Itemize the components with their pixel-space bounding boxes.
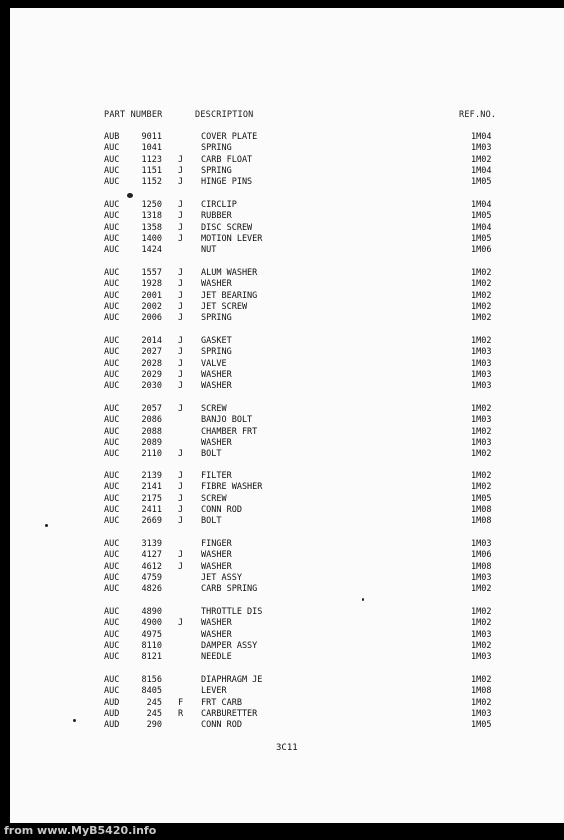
part-prefix: AUC: [104, 629, 120, 640]
part-description: WASHER: [201, 279, 232, 290]
part-prefix: AUC: [104, 336, 120, 346]
ref-number: 1M03: [471, 143, 492, 154]
table-row: [0, 505, 564, 516]
part-prefix: AUC: [104, 211, 120, 222]
part-prefix: AUC: [104, 516, 120, 527]
part-code: J: [178, 516, 184, 527]
part-number: 1928: [141, 279, 162, 290]
table-row: [0, 313, 564, 324]
part-description: FINGER: [201, 539, 232, 549]
table-row: [0, 675, 564, 686]
ref-number: 1M02: [471, 584, 492, 595]
part-number: 2028: [141, 358, 162, 369]
part-number: 2014: [141, 336, 162, 346]
part-number: 1152: [141, 177, 162, 188]
part-description: COVER PLATE: [201, 132, 258, 142]
ref-number: 1M03: [471, 369, 492, 380]
table-row: [0, 686, 564, 697]
table-row: [0, 698, 564, 709]
part-code: J: [178, 268, 184, 278]
part-description: DIAPHRAGM JE: [201, 675, 263, 685]
part-prefix: AUC: [104, 301, 120, 312]
ref-number: 1M03: [471, 347, 492, 358]
part-number: 2110: [141, 449, 162, 460]
part-prefix: AUC: [104, 404, 120, 414]
ink-speck: [73, 719, 76, 722]
ref-number: 1M02: [471, 290, 492, 301]
part-prefix: AUC: [104, 449, 120, 460]
header-ref-no: REF.NO.: [459, 110, 497, 120]
part-number: 2089: [141, 437, 162, 448]
part-prefix: AUC: [104, 675, 120, 685]
ref-number: 1M04: [471, 165, 492, 176]
part-description: CHAMBER FRT: [201, 426, 258, 437]
header-part-number: PART NUMBER: [104, 110, 163, 120]
part-number: 2057: [141, 404, 162, 414]
part-prefix: AUC: [104, 268, 120, 278]
part-prefix: AUC: [104, 177, 120, 188]
part-prefix: AUC: [104, 437, 120, 448]
part-prefix: AUD: [104, 708, 120, 719]
part-description: WASHER: [201, 369, 232, 380]
ref-number: 1M02: [471, 449, 492, 460]
table-row: [0, 336, 564, 347]
table-row: [0, 143, 564, 154]
part-number: 2411: [141, 504, 162, 515]
ref-number: 1M03: [471, 358, 492, 369]
table-row: [0, 709, 564, 720]
part-description: FILTER: [201, 471, 232, 481]
ref-number: 1M05: [471, 720, 492, 731]
part-description: FRT CARB: [201, 697, 242, 708]
part-description: WASHER: [201, 550, 232, 561]
ink-speck: [127, 193, 133, 198]
part-description: CARB SPRING: [201, 584, 258, 595]
ref-number: 1M02: [471, 301, 492, 312]
part-code: J: [178, 449, 184, 460]
table-row: [0, 177, 564, 188]
part-number: 290: [146, 720, 162, 731]
part-description: WASHER: [201, 437, 232, 448]
part-number: 2029: [141, 369, 162, 380]
ref-number: 1M02: [471, 618, 492, 629]
ref-number: 1M02: [471, 268, 492, 278]
ref-number: 1M02: [471, 279, 492, 290]
part-number: 2139: [141, 471, 162, 481]
part-prefix: AUC: [104, 618, 120, 629]
part-description: BOLT: [201, 516, 222, 527]
part-number: 2669: [141, 516, 162, 527]
part-description: BOLT: [201, 449, 222, 460]
part-prefix: AUC: [104, 561, 120, 572]
part-number: 1250: [141, 200, 162, 210]
part-description: VALVE: [201, 358, 227, 369]
part-code: J: [178, 358, 184, 369]
part-number: 4900: [141, 618, 162, 629]
table-row: [0, 245, 564, 256]
part-prefix: AUB: [104, 132, 120, 142]
part-description: CIRCLIP: [201, 200, 237, 210]
table-row: [0, 155, 564, 166]
ref-number: 1M04: [471, 132, 492, 142]
part-number: 1358: [141, 222, 162, 233]
part-number: 4759: [141, 572, 162, 583]
table-row: [0, 200, 564, 211]
part-prefix: AUC: [104, 200, 120, 210]
part-code: J: [178, 471, 184, 481]
part-number: 8121: [141, 652, 162, 663]
ref-number: 1M02: [471, 404, 492, 414]
ref-number: 1M03: [471, 437, 492, 448]
ref-number: 1M03: [471, 629, 492, 640]
part-number: 245: [146, 708, 162, 719]
ref-number: 1M03: [471, 652, 492, 663]
part-prefix: AUC: [104, 640, 120, 651]
part-description: THROTTLE DIS: [201, 607, 263, 617]
part-code: J: [178, 618, 184, 629]
part-prefix: AUC: [104, 222, 120, 233]
part-number: 8405: [141, 686, 162, 697]
part-description: WASHER: [201, 629, 232, 640]
part-description: ALUM WASHER: [201, 268, 258, 278]
part-number: 4826: [141, 584, 162, 595]
ref-number: 1M03: [471, 708, 492, 719]
part-prefix: AUC: [104, 652, 120, 663]
ref-number: 1M02: [471, 675, 492, 685]
part-description: CONN ROD: [201, 504, 242, 515]
part-code: J: [178, 177, 184, 188]
ref-number: 1M02: [471, 313, 492, 324]
part-prefix: AUC: [104, 426, 120, 437]
table-row: [0, 427, 564, 438]
part-description: SPRING: [201, 143, 232, 154]
part-number: 4127: [141, 550, 162, 561]
part-description: BANJO BOLT: [201, 415, 253, 426]
part-prefix: AUC: [104, 493, 120, 504]
ref-number: 1M03: [471, 539, 492, 549]
part-description: NUT: [201, 245, 217, 256]
part-number: 1151: [141, 165, 162, 176]
part-number: 8156: [141, 675, 162, 685]
part-number: 2141: [141, 482, 162, 493]
part-prefix: AUC: [104, 290, 120, 301]
part-code: J: [178, 561, 184, 572]
part-code: J: [178, 301, 184, 312]
ref-number: 1M03: [471, 572, 492, 583]
part-code: J: [178, 200, 184, 210]
table-row: [0, 630, 564, 641]
part-description: WASHER: [201, 381, 232, 392]
ink-speck: [362, 598, 364, 601]
ref-number: 1M05: [471, 493, 492, 504]
table-row: [0, 471, 564, 482]
part-number: 2001: [141, 290, 162, 301]
part-prefix: AUC: [104, 415, 120, 426]
part-description: NEEDLE: [201, 652, 232, 663]
part-number: 4890: [141, 607, 162, 617]
ref-number: 1M02: [471, 697, 492, 708]
part-prefix: AUC: [104, 154, 120, 165]
table-row: [0, 234, 564, 245]
table-row: [0, 573, 564, 584]
part-number: 4975: [141, 629, 162, 640]
part-description: DISC SCREW: [201, 222, 253, 233]
part-number: 1041: [141, 143, 162, 154]
ref-number: 1M02: [471, 640, 492, 651]
part-code: J: [178, 404, 184, 414]
part-prefix: AUC: [104, 471, 120, 481]
part-description: WASHER: [201, 618, 232, 629]
part-code: J: [178, 290, 184, 301]
part-prefix: AUC: [104, 143, 120, 154]
table-row: [0, 166, 564, 177]
table-row: [0, 404, 564, 415]
ref-number: 1M08: [471, 504, 492, 515]
table-row: [0, 268, 564, 279]
ref-number: 1M02: [471, 154, 492, 165]
ref-number: 1M06: [471, 245, 492, 256]
part-prefix: AUC: [104, 504, 120, 515]
table-row: [0, 584, 564, 595]
table-row: [0, 539, 564, 550]
part-code: R: [178, 708, 184, 719]
part-number: 2002: [141, 301, 162, 312]
part-prefix: AUC: [104, 165, 120, 176]
source-watermark: from www.MyB5420.info: [4, 824, 157, 837]
part-prefix: AUC: [104, 482, 120, 493]
table-row: [0, 347, 564, 358]
part-code: J: [178, 336, 184, 346]
ref-number: 1M05: [471, 211, 492, 222]
part-description: CONN ROD: [201, 720, 242, 731]
table-row: [0, 302, 564, 313]
part-code: J: [178, 233, 184, 244]
ref-number: 1M08: [471, 516, 492, 527]
part-description: LEVER: [201, 686, 227, 697]
ref-number: 1M06: [471, 550, 492, 561]
table-row: [0, 279, 564, 290]
table-row: [0, 211, 564, 222]
part-description: HINGE PINS: [201, 177, 253, 188]
part-code: J: [178, 211, 184, 222]
ref-number: 1M03: [471, 381, 492, 392]
part-code: J: [178, 222, 184, 233]
part-description: SCREW: [201, 404, 227, 414]
table-row: [0, 370, 564, 381]
part-code: J: [178, 493, 184, 504]
table-row: [0, 291, 564, 302]
part-prefix: AUD: [104, 720, 120, 731]
part-prefix: AUC: [104, 572, 120, 583]
part-prefix: AUC: [104, 347, 120, 358]
part-number: 9011: [141, 132, 162, 142]
ref-number: 1M04: [471, 200, 492, 210]
part-number: 1123: [141, 154, 162, 165]
part-number: 2027: [141, 347, 162, 358]
part-number: 1557: [141, 268, 162, 278]
ref-number: 1M08: [471, 686, 492, 697]
part-code: J: [178, 154, 184, 165]
part-number: 1424: [141, 245, 162, 256]
part-description: SPRING: [201, 313, 232, 324]
ref-number: 1M05: [471, 177, 492, 188]
part-code: J: [178, 165, 184, 176]
part-description: SPRING: [201, 165, 232, 176]
part-code: J: [178, 482, 184, 493]
part-description: CARBURETTER: [201, 708, 258, 719]
ref-number: 1M02: [471, 336, 492, 346]
part-code: J: [178, 313, 184, 324]
table-row: [0, 359, 564, 370]
table-row: [0, 449, 564, 460]
part-code: J: [178, 381, 184, 392]
table-row: [0, 381, 564, 392]
scan-border-top: [0, 0, 564, 8]
ref-number: 1M04: [471, 222, 492, 233]
part-prefix: AUC: [104, 245, 120, 256]
table-row: [0, 494, 564, 505]
table-row: [0, 550, 564, 561]
part-description: WASHER: [201, 561, 232, 572]
part-prefix: AUC: [104, 279, 120, 290]
part-number: 2030: [141, 381, 162, 392]
part-code: J: [178, 279, 184, 290]
table-row: [0, 641, 564, 652]
table-row: [0, 618, 564, 629]
part-number: 1318: [141, 211, 162, 222]
part-number: 2086: [141, 415, 162, 426]
table-row: [0, 132, 564, 143]
part-code: J: [178, 347, 184, 358]
part-description: JET SCREW: [201, 301, 248, 312]
part-number: 3139: [141, 539, 162, 549]
part-prefix: AUC: [104, 607, 120, 617]
part-code: J: [178, 369, 184, 380]
table-row: [0, 562, 564, 573]
part-prefix: AUC: [104, 686, 120, 697]
part-description: JET ASSY: [201, 572, 242, 583]
part-description: RUBBER: [201, 211, 232, 222]
part-code: F: [178, 697, 184, 708]
ref-number: 1M02: [471, 607, 492, 617]
part-number: 2006: [141, 313, 162, 324]
page-number: 3C11: [276, 743, 298, 753]
part-number: 2175: [141, 493, 162, 504]
part-description: GASKET: [201, 336, 232, 346]
part-prefix: AUC: [104, 539, 120, 549]
part-number: 8110: [141, 640, 162, 651]
ref-number: 1M02: [471, 471, 492, 481]
part-prefix: AUC: [104, 381, 120, 392]
part-number: 2088: [141, 426, 162, 437]
ref-number: 1M02: [471, 482, 492, 493]
part-number: 4612: [141, 561, 162, 572]
part-code: J: [178, 550, 184, 561]
table-row: [0, 720, 564, 731]
ref-number: 1M08: [471, 561, 492, 572]
part-prefix: AUC: [104, 584, 120, 595]
part-description: JET BEARING: [201, 290, 258, 301]
part-description: SCREW: [201, 493, 227, 504]
part-prefix: AUC: [104, 550, 120, 561]
table-row: [0, 415, 564, 426]
part-code: J: [178, 504, 184, 515]
part-prefix: AUC: [104, 233, 120, 244]
part-description: SPRING: [201, 347, 232, 358]
ref-number: 1M02: [471, 426, 492, 437]
table-row: [0, 438, 564, 449]
table-row: [0, 482, 564, 493]
ink-speck: [45, 524, 48, 527]
table-row: [0, 607, 564, 618]
ref-number: 1M03: [471, 415, 492, 426]
part-description: FIBRE WASHER: [201, 482, 263, 493]
part-description: CARB FLOAT: [201, 154, 253, 165]
part-description: MOTION LEVER: [201, 233, 263, 244]
part-number: 1400: [141, 233, 162, 244]
table-row: [0, 223, 564, 234]
part-prefix: AUD: [104, 697, 120, 708]
part-prefix: AUC: [104, 369, 120, 380]
part-number: 245: [146, 697, 162, 708]
ref-number: 1M05: [471, 233, 492, 244]
header-description: DESCRIPTION: [195, 110, 254, 120]
part-prefix: AUC: [104, 313, 120, 324]
table-row: [0, 516, 564, 527]
part-prefix: AUC: [104, 358, 120, 369]
part-description: DAMPER ASSY: [201, 640, 258, 651]
table-row: [0, 652, 564, 663]
